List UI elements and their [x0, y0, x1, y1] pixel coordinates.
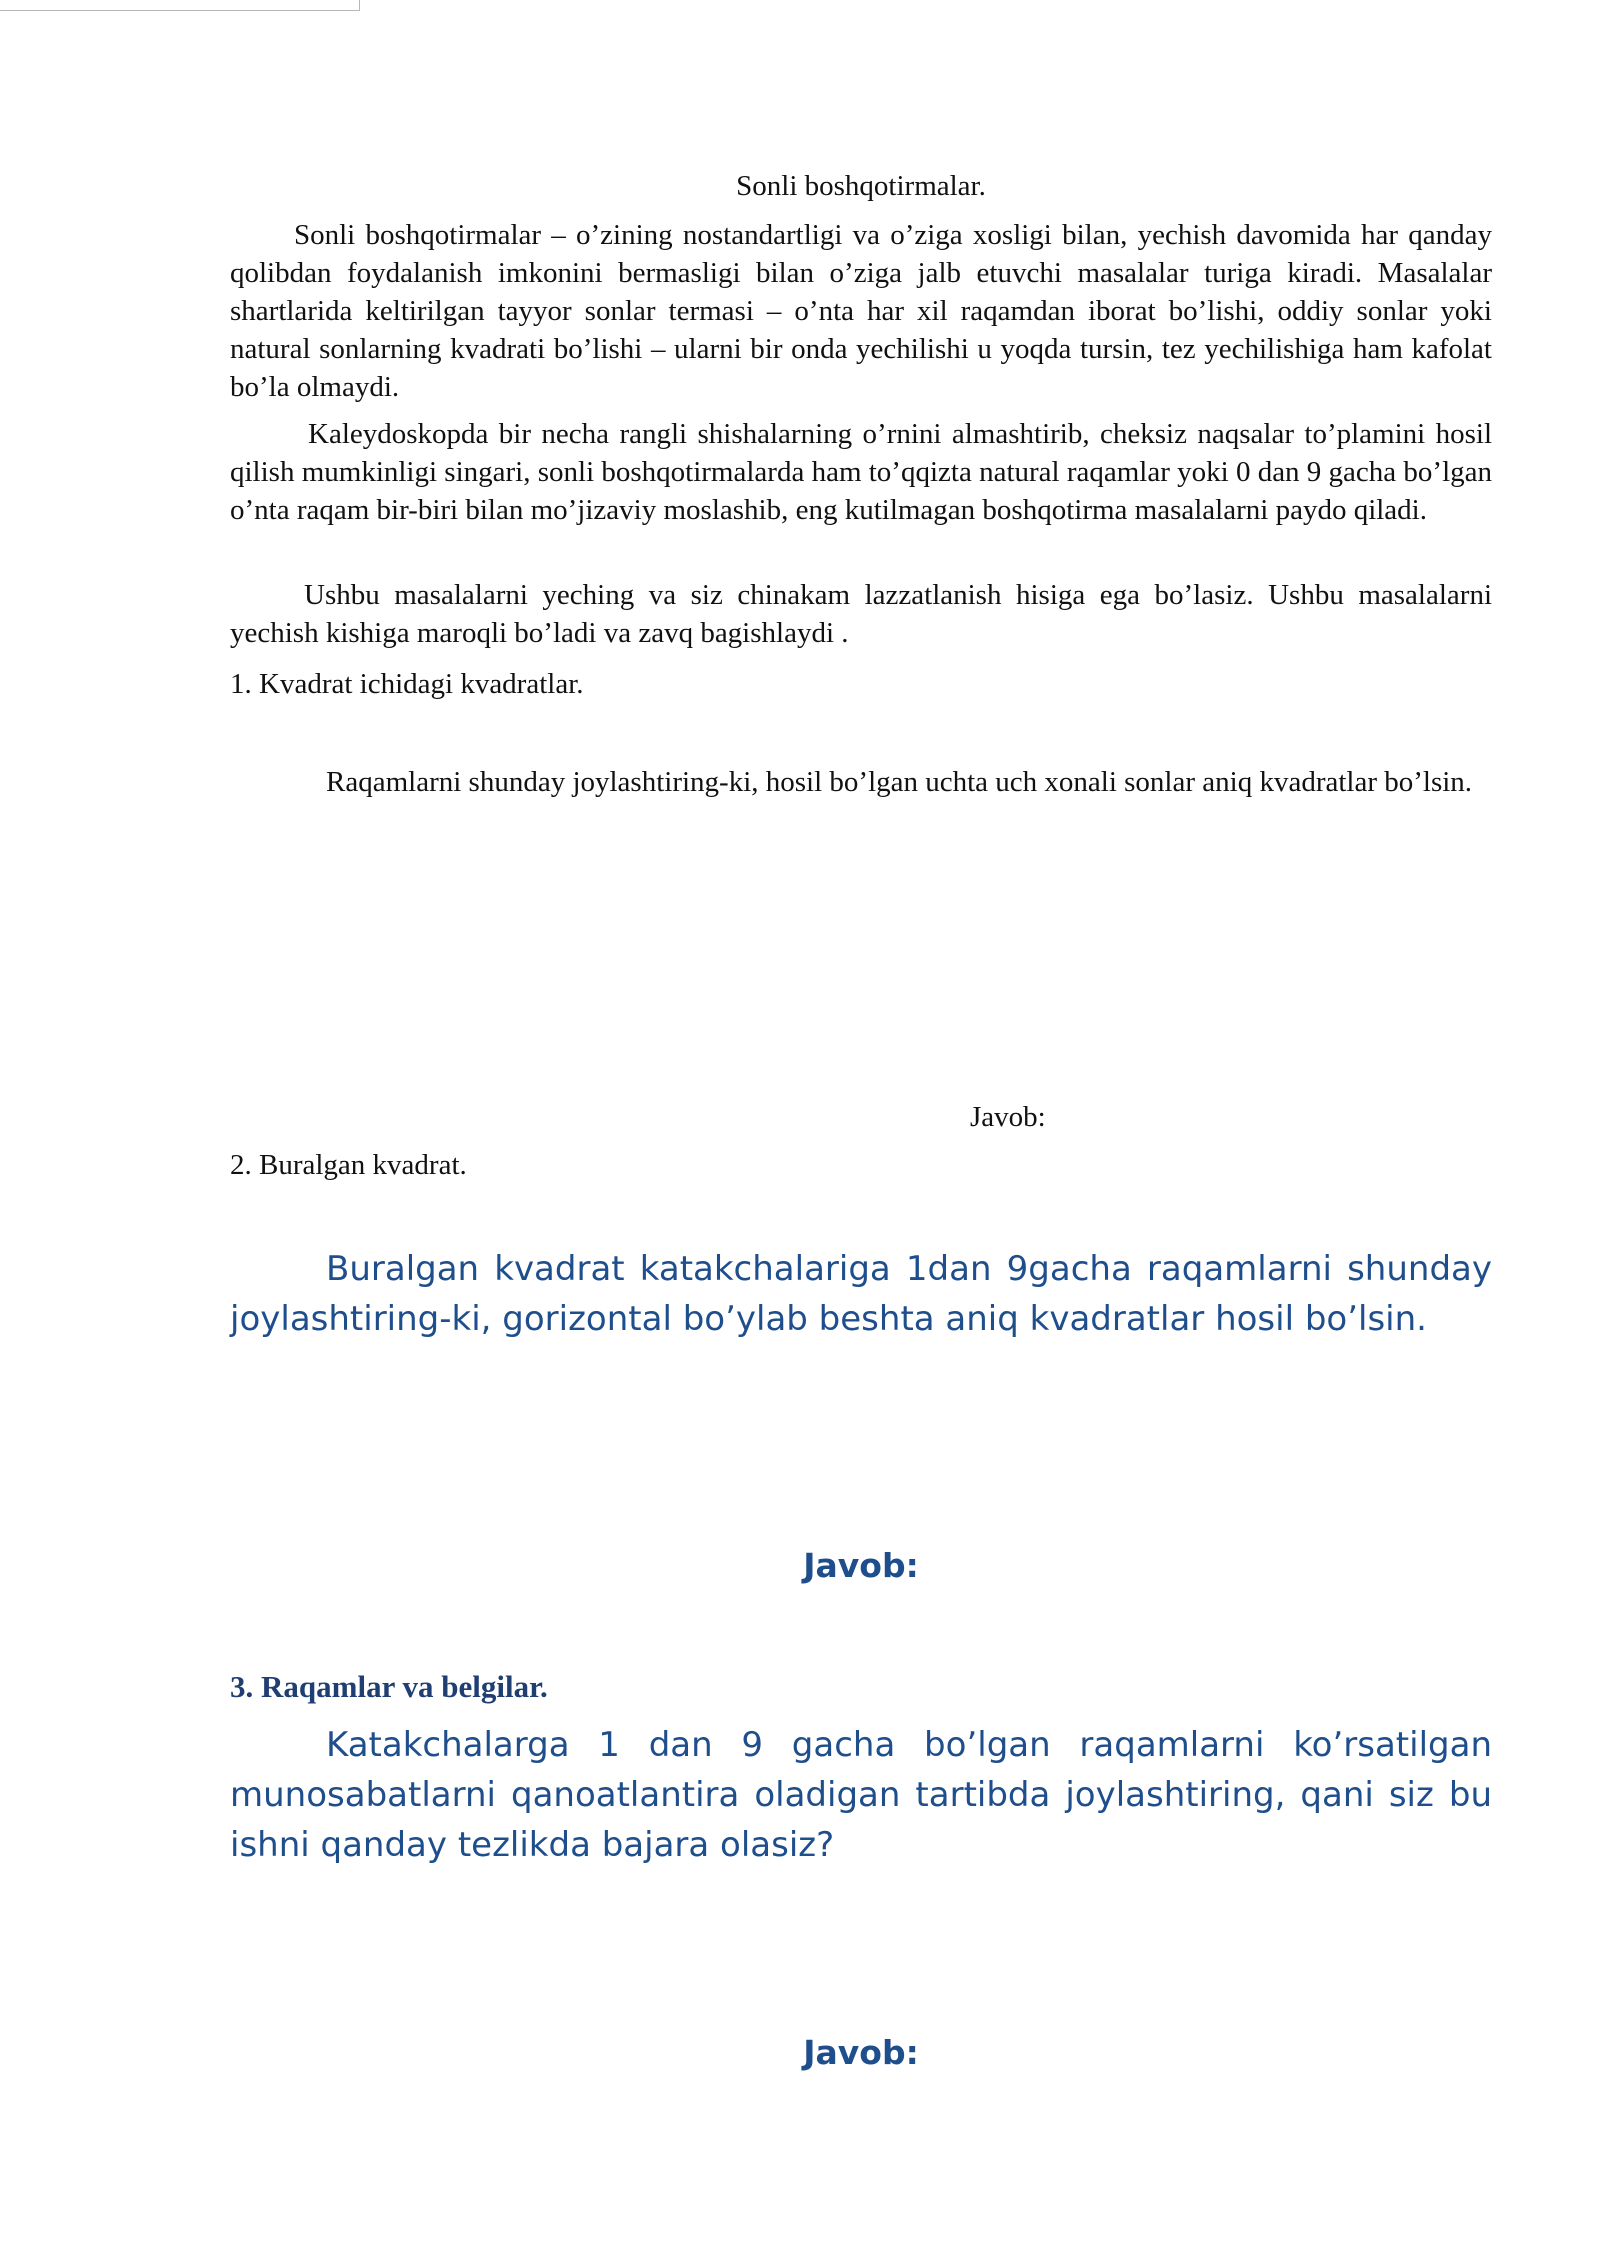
intro-paragraph-2: Kaleydoskopda bir necha rangli shishalarning o’rnini almashtirib, cheksiz naqsalar to’plamini hosil qilish mumkinligi singari, sonli boshqotirmalarda ham to’qqizta natural raqamlar yoki 0 dan 9 gacha bo’lgan o’nta raqam bir-biri bilan mo’jizaviy moslashib, eng kutilmagan boshqotirma masalalarni paydo qiladi. [230, 418, 1493, 526]
problem-1-heading: 1. Kvadrat ichidagi kvadratlar. [230, 668, 584, 700]
problem-3-text: Katakchalarga 1 dan 9 gacha bo’lgan raqamlarni ko’rsatilgan munosabatlarni qanoatlantira oladigan tartibda joylashtiring, qani siz bu ishni qanday tezlikda bajara olasiz? [230, 1725, 1492, 1865]
problem-2-heading: 2. Buralgan kvadrat. [230, 1149, 467, 1181]
problem-1-answer-label: Javob: [970, 1101, 1046, 1133]
problem-2-answer-label: Javob: [803, 1546, 919, 1585]
intro-paragraph-3: Ushbu masalalarni yeching va siz chinakam lazzatlanish hisiga ega bo’lasiz. Ushbu masalalarni yechish kishiga maroqli bo’ladi va zavq bagishlaydi . [230, 579, 1492, 649]
header-frame-box [0, 0, 360, 11]
problem-3-answer-label: Javob: [803, 2033, 919, 2072]
problem-3-heading: 3. Raqamlar va belgilar. [230, 1669, 548, 1704]
intro-paragraph-1: Sonli boshqotirmalar – o’zining nostandartligi va o’ziga xosligi bilan, yechish davomida har qanday qolibdan foydalanish imkonini bermasligi bilan o’ziga jalb etuvchi masalalar turiga kiradi. Masalalar shartlarida keltirilgan tayyor sonlar termasi – o’nta har xil raqamdan iborat bo’lishi, oddiy sonlar yoki natural sonlarning kvadrati bo’lishi – ularni bir onda yechilishi u yoqda tursin, tez yechilishiga ham kafolat bo’la olmaydi. [230, 219, 1492, 403]
problem-2-text: Buralgan kvadrat katakchalariga 1dan 9gacha raqamlarni shunday joylashtiring-ki, gorizontal bo’ylab beshta aniq kvadratlar hosil bo’lsin. [230, 1249, 1492, 1339]
problem-1-text: Raqamlarni shunday joylashtiring-ki, hosil bo’lgan uchta uch xonali sonlar aniq kvadratlar bo’lsin. [326, 766, 1473, 798]
document-title: Sonli boshqotirmalar. [736, 170, 986, 202]
